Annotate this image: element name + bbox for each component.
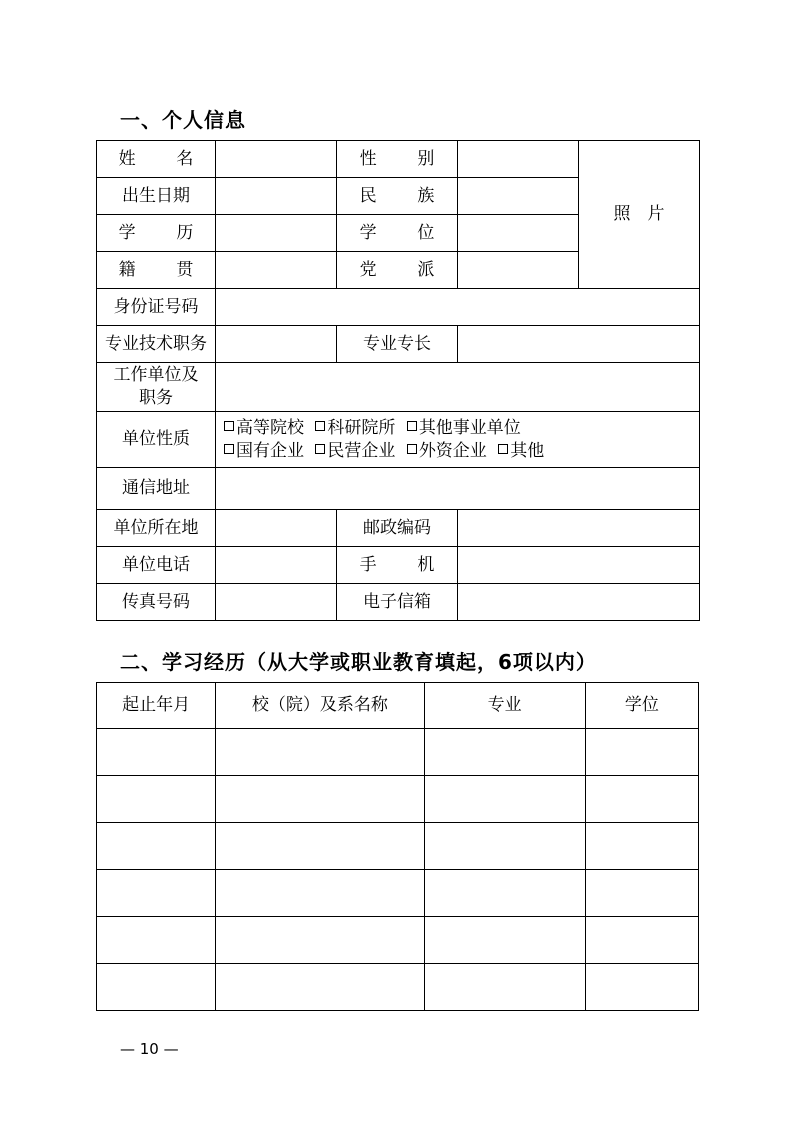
- label-address: 通信地址: [97, 468, 216, 510]
- label-party: 党派: [337, 252, 458, 289]
- label-postcode: 邮政编码: [337, 510, 458, 547]
- cell-major[interactable]: [424, 776, 585, 823]
- label-gender: 性别: [337, 141, 458, 178]
- field-ethnicity[interactable]: [458, 178, 579, 215]
- label-mobile: 手机: [337, 547, 458, 584]
- cell-period[interactable]: [97, 870, 216, 917]
- header-period: 起止年月: [97, 683, 216, 729]
- table-row: [97, 729, 699, 776]
- table-row: [97, 917, 699, 964]
- field-specialty[interactable]: [458, 326, 700, 363]
- checkbox-icon[interactable]: [407, 421, 417, 431]
- label-birth-date: 出生日期: [97, 178, 216, 215]
- cell-major[interactable]: [424, 870, 585, 917]
- table-row: [97, 776, 699, 823]
- field-work-phone[interactable]: [216, 547, 337, 584]
- personal-info-table: [96, 140, 700, 621]
- option-university[interactable]: 高等院校: [224, 418, 304, 438]
- label-name: 姓名: [97, 141, 216, 178]
- label-title-position: 专业技术职务: [97, 326, 216, 363]
- cell-period[interactable]: [97, 964, 216, 1011]
- cell-school[interactable]: [216, 870, 424, 917]
- cell-degree[interactable]: [585, 729, 698, 776]
- label-specialty: 专业专长: [337, 326, 458, 363]
- option-private[interactable]: 民营企业: [315, 441, 395, 461]
- field-email[interactable]: [458, 584, 700, 621]
- label-workplace: [97, 363, 216, 412]
- cell-period[interactable]: [97, 729, 216, 776]
- checkbox-icon[interactable]: [498, 444, 508, 454]
- label-ethnicity: 民族: [337, 178, 458, 215]
- label-work-phone: 单位电话: [97, 547, 216, 584]
- field-degree[interactable]: [458, 215, 579, 252]
- label-workplace-line1: 工作单位及: [113, 365, 199, 386]
- cell-degree[interactable]: [585, 823, 698, 870]
- label-location: 单位所在地: [97, 510, 216, 547]
- header-school: 校（院）及系名称: [216, 683, 424, 729]
- cell-degree[interactable]: [585, 964, 698, 1011]
- cell-school[interactable]: [216, 776, 424, 823]
- education-history-table: [96, 682, 699, 1011]
- cell-school[interactable]: [216, 823, 424, 870]
- cell-school[interactable]: [216, 917, 424, 964]
- org-type-options: [216, 412, 700, 468]
- org-options-line1: [224, 417, 699, 439]
- label-id-number: 身份证号码: [97, 289, 216, 326]
- cell-major[interactable]: [424, 823, 585, 870]
- table-row: [97, 870, 699, 917]
- option-research-institute[interactable]: 科研院所: [315, 418, 395, 438]
- field-id-number[interactable]: [216, 289, 700, 326]
- cell-school[interactable]: [216, 729, 424, 776]
- header-major: 专业: [424, 683, 585, 729]
- cell-degree[interactable]: [585, 917, 698, 964]
- label-workplace-line2: 职务: [139, 388, 173, 408]
- section-personal-info-title: 一、个人信息: [120, 108, 246, 132]
- option-other[interactable]: 其他: [498, 441, 544, 461]
- checkbox-icon[interactable]: [224, 444, 234, 454]
- page-number: — 10 —: [120, 1040, 179, 1058]
- photo-box[interactable]: 照片: [579, 141, 700, 289]
- field-location[interactable]: [216, 510, 337, 547]
- table-row: [97, 964, 699, 1011]
- cell-period[interactable]: [97, 823, 216, 870]
- field-gender[interactable]: [458, 141, 579, 178]
- cell-degree[interactable]: [585, 776, 698, 823]
- cell-major[interactable]: [424, 917, 585, 964]
- checkbox-icon[interactable]: [315, 444, 325, 454]
- header-degree: 学位: [585, 683, 698, 729]
- cell-major[interactable]: [424, 964, 585, 1011]
- label-education: 学历: [97, 215, 216, 252]
- field-birth-date[interactable]: [216, 178, 337, 215]
- option-foreign[interactable]: 外资企业: [407, 441, 487, 461]
- field-title-position[interactable]: [216, 326, 337, 363]
- field-postcode[interactable]: [458, 510, 700, 547]
- org-options-line2: [224, 440, 699, 462]
- checkbox-icon[interactable]: [224, 421, 234, 431]
- label-native-place: 籍贯: [97, 252, 216, 289]
- checkbox-icon[interactable]: [407, 444, 417, 454]
- cell-degree[interactable]: [585, 870, 698, 917]
- label-degree: 学位: [337, 215, 458, 252]
- checkbox-icon[interactable]: [315, 421, 325, 431]
- field-mobile[interactable]: [458, 547, 700, 584]
- table-row: [97, 823, 699, 870]
- field-fax[interactable]: [216, 584, 337, 621]
- cell-school[interactable]: [216, 964, 424, 1011]
- option-state-owned[interactable]: 国有企业: [224, 441, 304, 461]
- cell-major[interactable]: [424, 729, 585, 776]
- label-email: 电子信箱: [337, 584, 458, 621]
- cell-period[interactable]: [97, 776, 216, 823]
- section-education-history-title: 二、学习经历（从大学或职业教育填起，6项以内）: [120, 650, 597, 674]
- field-workplace[interactable]: [216, 363, 700, 412]
- cell-period[interactable]: [97, 917, 216, 964]
- label-org-type: 单位性质: [97, 412, 216, 468]
- option-other-institution[interactable]: 其他事业单位: [407, 418, 521, 438]
- field-address[interactable]: [216, 468, 700, 510]
- label-fax: 传真号码: [97, 584, 216, 621]
- field-party[interactable]: [458, 252, 579, 289]
